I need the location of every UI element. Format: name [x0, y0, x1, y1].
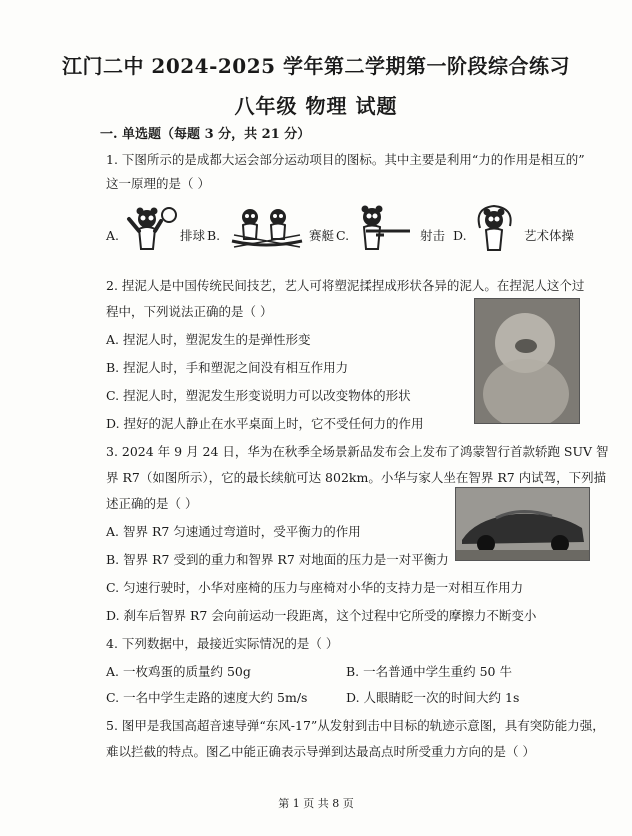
car-photo	[455, 487, 590, 561]
q4-stem: 4. 下列数据中，最接近实际情况的是（ ）	[106, 636, 339, 651]
q3-stem-line3: 述正确的是（ ）	[106, 496, 198, 511]
exam-subtitle: 八年级 物理 试题	[234, 94, 398, 118]
q4-option-c: C. 一名中学生走路的速度大约 5m/s	[106, 690, 308, 705]
volleyball-panda-icon	[125, 205, 181, 255]
q4-option-d: D. 人眼睛眨一次的时间大约 1s	[346, 690, 520, 705]
clay-figurine-photo	[474, 298, 580, 424]
q3-option-c: C. 匀速行驶时，小华对座椅的压力与座椅对小华的支持力是一对相互作用力	[106, 580, 524, 595]
q3-stem-line1: 3. 2024 年 9 月 24 日，华为在秋季全场景新品发布会上发布了鸿蒙智行首款轿跑 SUV 智	[106, 444, 609, 459]
q1-option-a-label: 排球	[180, 228, 206, 243]
q1-stem-line2: 这一原理的是（ ）	[106, 176, 210, 191]
q3-stem-line2: 界 R7（如图所示），它的最长续航可达 802km。小华与家人坐在智界 R7 内试驾，下列描	[106, 470, 607, 485]
q5-stem-line1: 5. 图甲是我国高超音速导弹“东风-17”从发射到击中目标的轨迹示意图，具有突防能力强，	[106, 718, 605, 733]
q1-option-d-letter: D.	[453, 228, 467, 243]
q1-stem-line1: 1. 下图所示的是成都大运会部分运动项目的图标。其中主要是利用“力的作用是相互的”	[106, 152, 585, 167]
q4-option-a: A. 一枚鸡蛋的质量约 50g	[106, 664, 251, 679]
q2-option-b: B. 捏泥人时，手和塑泥之间没有相互作用力	[106, 360, 349, 375]
q2-option-d: D. 捏好的泥人静止在水平桌面上时，它不受任何力的作用	[106, 416, 424, 431]
q2-option-a: A. 捏泥人时，塑泥发生的是弹性形变	[106, 332, 311, 347]
q3-option-a: A. 智界 R7 匀速通过弯道时，受平衡力的作用	[106, 524, 361, 539]
q1-option-a-letter: A.	[106, 228, 120, 243]
q3-option-b: B. 智界 R7 受到的重力和智界 R7 对地面的压力是一对平衡力	[106, 552, 449, 567]
page-number: 第 1 页 共 8 页	[278, 797, 354, 810]
q2-stem-line2: 程中，下列说法正确的是（ ）	[106, 304, 273, 319]
q1-option-d-label: 艺术体操	[524, 228, 575, 243]
shooting-panda-icon	[354, 205, 414, 255]
rowing-panda-icon	[228, 205, 306, 255]
q3-option-d: D. 刹车后智界 R7 会向前运动一段距离，这个过程中它所受的摩擦力不断变小	[106, 608, 537, 623]
q1-option-b-label: 赛艇	[309, 228, 335, 243]
q1-option-c-letter: C.	[336, 228, 350, 243]
q1-option-b-letter: B.	[207, 228, 221, 243]
exam-title: 江门二中 2024-2025 学年第二学期第一阶段综合练习	[61, 54, 571, 78]
section-heading: 一. 单选题（每题 3 分，共 21 分）	[100, 127, 311, 142]
q2-stem-line1: 2. 捏泥人是中国传统民间技艺，艺人可将塑泥揉捏成形状各异的泥人。在捏泥人这个过	[106, 278, 585, 293]
gymnastics-panda-icon	[470, 202, 522, 254]
q4-option-b: B. 一名普通中学生重约 50 牛	[346, 664, 512, 679]
q1-option-c-label: 射击	[420, 228, 446, 243]
q2-option-c: C. 捏泥人时，塑泥发生形变说明力可以改变物体的形状	[106, 388, 411, 403]
q5-stem-line2: 难以拦截的特点。图乙中能正确表示导弹到达最高点时所受重力方向的是（ ）	[106, 744, 535, 759]
